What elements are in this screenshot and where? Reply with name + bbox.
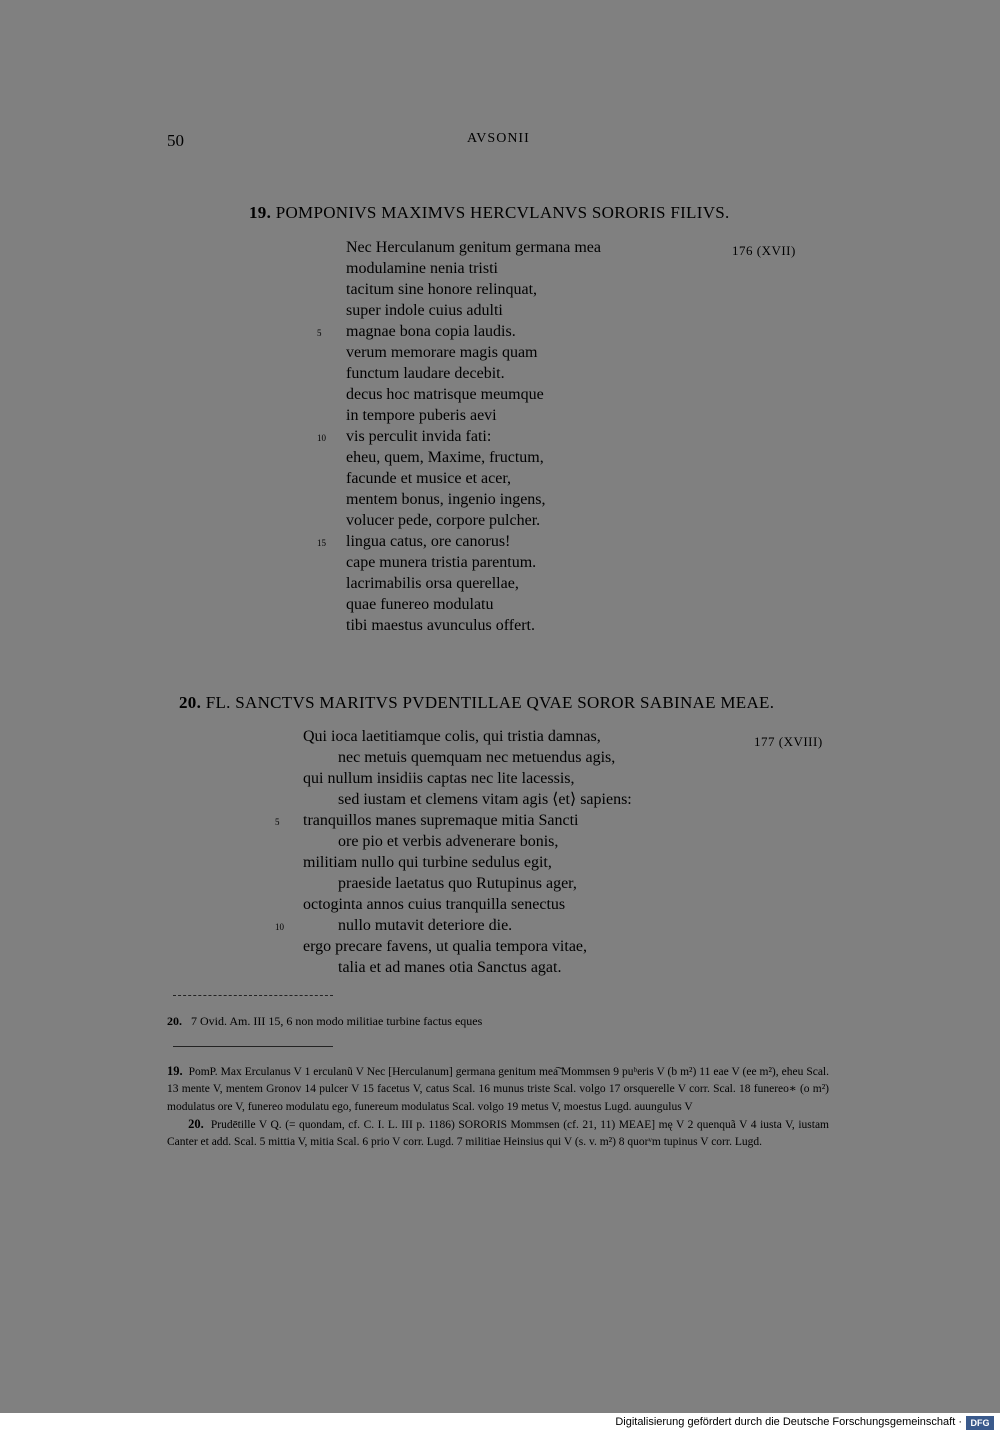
verse-line: modulamine nenia tristi <box>346 260 498 277</box>
testimonia <box>167 1014 482 1029</box>
verse-line: ore pio et verbis advenerare bonis, <box>338 833 559 850</box>
poem-20-title <box>179 693 774 713</box>
dfg-logo: DFG <box>966 1416 994 1430</box>
footer-bar <box>0 1413 1000 1434</box>
page-number: 50 <box>167 131 184 150</box>
poem-19-number: 19. <box>249 203 272 222</box>
verse-line: verum memorare magis quam <box>346 344 538 361</box>
critical-note <box>167 1063 829 1116</box>
divider-dashed <box>173 995 333 996</box>
line-number: 15 <box>317 538 326 548</box>
critical-apparatus <box>167 1063 829 1151</box>
critical-note-number: 19. <box>167 1064 183 1078</box>
poem-20-title-text: FL. SANCTVS MARITVS PVDENTILLAE QVAE SOROR SABINAE MEAE. <box>205 693 775 712</box>
verse-line: lingua catus, ore canorus! <box>346 533 511 550</box>
poem-19-verses <box>346 237 601 636</box>
verse-line: qui nullum insidiis captas nec lite lacessis, <box>303 770 575 787</box>
verse-line: cape munera tristia parentum. <box>346 554 537 571</box>
divider <box>173 1046 333 1047</box>
verse-line: mentem bonus, ingenio ingens, <box>346 491 546 508</box>
verse-line: super indole cuius adulti <box>346 302 503 319</box>
verse-line: nec metuis quemquam nec metuendus agis, <box>338 749 616 766</box>
verse-line: nullo mutavit deteriore die. <box>338 917 513 934</box>
verse-line: sed iustam et clemens vitam agis ⟨et⟩ sapiens: <box>338 791 632 808</box>
testimonia-number: 20. <box>167 1014 182 1028</box>
verse-line: Nec Herculanum genitum germana mea <box>346 239 601 256</box>
verse-line: octoginta annos cuius tranquilla senectus <box>303 896 566 913</box>
verse-line: tibi maestus avunculus offert. <box>346 617 535 634</box>
poem-19-ref: 176 (XVII) <box>732 243 796 258</box>
critical-note-number: 20. <box>188 1116 204 1131</box>
testimonia-text: 7 Ovid. Am. III 15, 6 non modo militiae turbine factus eques <box>191 1014 483 1028</box>
poem-19-title-text: POMPONIVS MAXIMVS HERCVLANVS SORORIS FILIVS. <box>275 203 730 222</box>
verse-line: in tempore puberis aevi <box>346 407 497 424</box>
verse-line: militiam nullo qui turbine sedulus egit, <box>303 854 552 871</box>
verse-line: talia et ad manes otia Sanctus agat. <box>338 959 562 976</box>
poem-20-number: 20. <box>179 693 202 712</box>
critical-note-text: PomP. Max Erculanus V 1 erculanũ V Nec [Herculanum] germana genitum mea͠ Mommsen 9 puᵇeris V (b m²) 11 eae V (ee m²), eheu Scal. 13 mente V, mentem Gronov 14 pulcer V 15 facetus V, catus Scal. 16 munus triste Scal. volgo 17 orsquerelle V corr. Scal. 18 funereo∗ (o m²) modulatus ore V, funereo modulatu ego, funereum modulatus Scal. volgo 19 metus V, moestus Lugd. auungulus V <box>167 1066 829 1113</box>
verse-line: tranquillos manes supremaque mitia Sancti <box>303 812 579 829</box>
verse-line: quae funereo modulatu <box>346 596 494 613</box>
verse-line: lacrimabilis orsa querellae, <box>346 575 519 592</box>
line-number: 5 <box>317 328 322 338</box>
poem-20-verses <box>303 726 632 978</box>
verse-line: ergo precare favens, ut qualia tempora vitae, <box>303 938 588 955</box>
running-head: AVSONII <box>467 131 530 146</box>
critical-note <box>167 1116 829 1152</box>
verse-line: magnae bona copia laudis. <box>346 323 516 340</box>
verse-line: decus hoc matrisque meumque <box>346 386 544 403</box>
line-number: 10 <box>275 922 284 932</box>
footer-credit: Digitalisierung gefördert durch die Deutsche Forschungsgemeinschaft · <box>615 1416 962 1428</box>
verse-line: praeside laetatus quo Rutupinus ager, <box>338 875 577 892</box>
verse-line: volucer pede, corpore pulcher. <box>346 512 541 529</box>
verse-line: eheu, quem, Maxime, fructum, <box>346 449 544 466</box>
verse-line: vis perculit invida fati: <box>346 428 492 445</box>
poem-19-title <box>249 203 730 223</box>
verse-line: facunde et musice et acer, <box>346 470 512 487</box>
critical-note-text: Prudētille V Q. (= quondam, cf. C. I. L. III p. 1186) SORORIS Mommsen (cf. 21, 11) MEAE] mę V 2 quenquã V 4 iusta V, iustam Canter et add. Scal. 5 mittia V, mitia Scal. 6 prio V corr. Lugd. 7 militiae Heinsius qui V (s. v. m²) 8 quorᵛm tupinus V corr. Lugd. <box>167 1118 830 1149</box>
line-number: 10 <box>317 433 326 443</box>
poem-20-ref: 177 (XVIII) <box>754 734 823 749</box>
line-number: 5 <box>275 817 280 827</box>
verse-line: tacitum sine honore relinquat, <box>346 281 538 298</box>
verse-line: functum laudare decebit. <box>346 365 505 382</box>
verse-line: Qui ioca laetitiamque colis, qui tristia damnas, <box>303 728 601 745</box>
